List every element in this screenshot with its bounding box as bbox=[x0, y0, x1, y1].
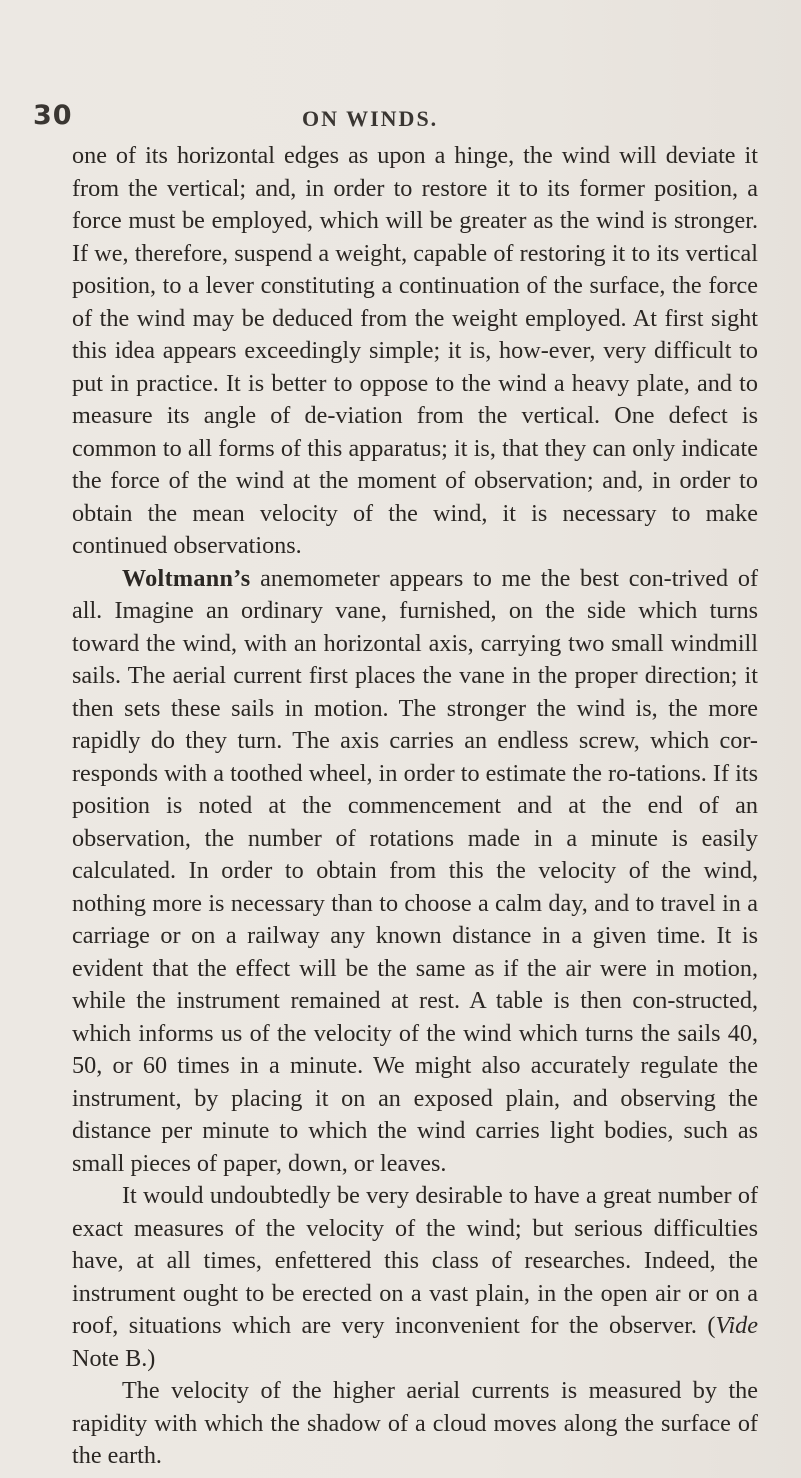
paragraph-1: one of its horizontal edges as upon a hinge, the wind will deviate it from the vertical; and, in order to restore it to its former position, a force must be employed, which will be greater as the wind is stronger. If we, therefore, suspend a weight, capable of restoring it to its vertical position, to a lever constituting a continuation of the surface, the force of the wind may be deduced from the weight employed. At first sight this idea appears exceedingly simple; it is, how-ever, very difficult to put in practice. It is better to oppose to the wind a heavy plate, and to measure its angle of de-viation from the vertical. One defect is common to all forms of this apparatus; it is, that they can only indicate the force of the wind at the moment of observation; and, in order to obtain the mean velocity of the wind, it is necessary to make continued observations. bbox=[72, 142, 758, 559]
note-reference: Note B.) bbox=[72, 1344, 156, 1372]
running-title: ON WINDS. bbox=[302, 106, 439, 131]
page-number: 30 bbox=[33, 100, 73, 131]
body-text bbox=[72, 140, 758, 1473]
paragraph-4: The velocity of the higher aerial currents is measured by the rapidity with which the shadow of a cloud moves along the surface of the earth. bbox=[72, 1377, 758, 1469]
vide-reference: Vide bbox=[715, 1312, 758, 1339]
page-header bbox=[0, 100, 801, 140]
paragraph-3 bbox=[72, 1180, 758, 1375]
paragraph-3-text: It would undoubtedly be very desirable to have a great number of exact measures of the velocity of the wind; but serious difficulties have, at all times, enfettered this class of researches. Indeed, the instrument ought to be erected on a vast plain, in the open air or on a roof, situations which are very inconvenient for the observer. ( bbox=[72, 1182, 758, 1339]
paragraph-2-text: anemometer appears to me the best con-trived of all. Imagine an ordinary vane, furnished, on the side which turns toward the wind, with an horizontal axis, carrying two small windmill sails. The aerial current first places the vane in the proper direction; it then sets these sails in motion. The stronger the wind is, the more rapidly do they turn. The axis carries an endless screw, which cor-responds with a toothed wheel, in order to estimate the ro-tations. If its position is noted at the commencement and at the end of an observation, the number of rotations made in a minute is easily calculated. In order to obtain from this the velocity of the wind, nothing more is necessary than to choose a calm day, and to travel in a carriage or on a railway any known distance in a given time. It is evident that the effect will be the same as if the air were in motion, while the instrument remained at rest. A table is then con-structed, which informs us of the velocity of the wind which turns the sails 40, 50, or 60 times in a minute. We might also accurately regulate the instrument, by placing it on an exposed plain, and observing the distance per minute to which the wind carries light bodies, such as small pieces of paper, down, or leaves. bbox=[72, 564, 758, 1177]
paragraph-2 bbox=[72, 563, 758, 1181]
woltmann-name: Woltmann’s bbox=[122, 564, 251, 592]
